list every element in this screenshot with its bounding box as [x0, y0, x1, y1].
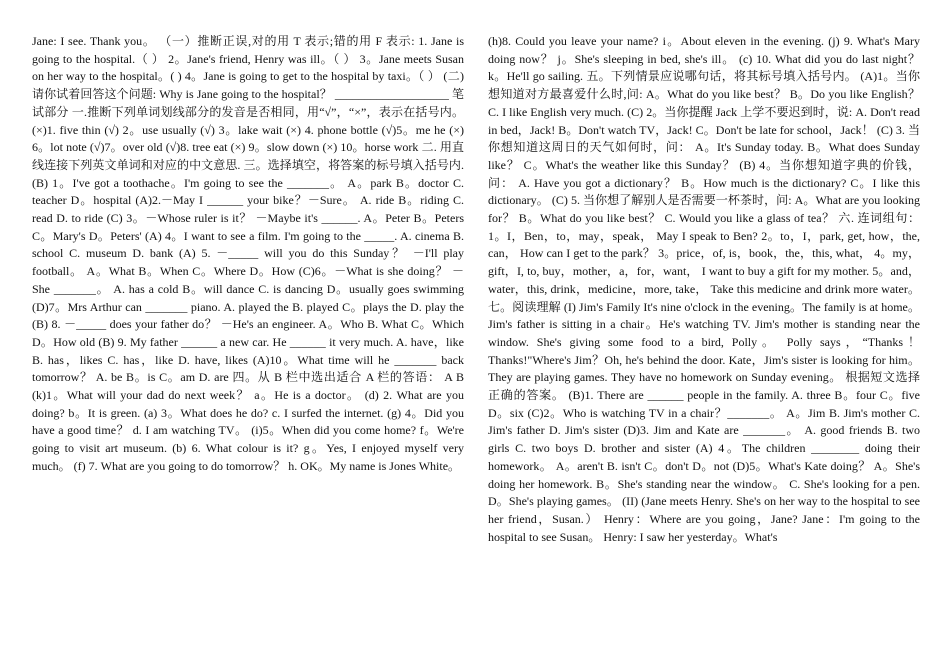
right-column: [488, 33, 920, 546]
left-column-text: Jane: I see. Thank you。 （一）推断正误,对的用 T 表示;错的用 F 表示: 1. Jane is going to the hospital.（ ） 2。Jane's friend, Henry was ill。（ ） 3。Jane meets Susan on her way to the hospital。( ) 4。Jane is going to get to the hospital by taxi。（ ） (二)请你试着回答这个问题: Why is Jane going to the hospital？ ___________________ 笔试部分 一.推断下列单词划线部分的发音是否相同，用“√”，“×”，表示在括号内。 (×)1. five thin (√) 2。use usually (√) 3。lake wait (×) 4. phone bottle (√)5。me he (×) 6。lot note (√)7。over old (√)8. tree eat (×) 9。slow down (×) 10。horse work 二. 用直线连接下列英文单词和对应的中文意思. 三。选择填空，将答案的标号填入括号内. (B) 1。I've got a toothache。I'm going to see the _______。 A。park B。doctor C. teacher D。hospital (A)2.－May I ______ your bike？－Sure。 A. ride B。riding C. read D. to ride (C) 3。－Whose ruler is it？ －Maybe it's ______. A。Peter B。Peters C。Mary's D。Peters' (A) 4。I want to see a film. I'm going to the _____. A. cinema B. school C. museum D. bank (A) 5. －_____ will you do this Sunday？ －I'll play football。 A。What B。When C。Where D。How (C)6。－What is she doing？ －She _______。 A. has a cold B。will dance C. is dancing D。usually goes swimming (D)7。Mrs Arthur can _______ piano. A. played the B. played C。plays the D. play the (B) 8. －_____ does your father do？ －He's an engineer. A。Who B. What C。Which D。How old (B) 9. My father ______ a new car. He ______ it very much. A. have，like B. has，likes C. has，like D. have, likes (A)10。What time will he _______ back tomorrow？ A. be B。is C。am D. are 四。从 B 栏中选出适合 A 栏的答语： A B (k)1。What will your dad do next week？ a。He is a doctor。 (d) 2. What are you doing? b。It is green. (a) 3。What does he do? c. I surfed the internet. (g) 4。Did you have a good time？ d. I am watching TV。 (i)5。When did you come home? f。We're going to visit art museum. (b) 6. What colour is it? g。Yes, I enjoyed myself very much。 (f) 7. What are you going to do tomorrow？ h. OK。My name is Jones White。: [32, 34, 464, 473]
left-column: [32, 33, 464, 476]
right-column-text: (h)8. Could you leave your name? i。About eleven in the evening. (j) 9. What's Mary doing now？ j。She's sleeping in bed, she's ill。 (c) 10. What did you do last night？ k。He'll go sailing. 五。下列情景应说哪句话，将其标号填入括号内。 (A)1。当你想知道对方最喜爱什么时,问: A。What do you like best？ B。Do you like English？ C. I like English very much. (C) 2。当你提醒 Jack 上学不要迟到时，说: A. Don't read in bed，Jack! B。Don't watch TV，Jack! C。Don't be late for school，Jack！ (C) 3. 当你想知道这周日的天气如何时，问： A。It's Sunday today. B。What does Sunday like？ C。What's the weather like this Sunday？ (B) 4。当你想知道字典的价钱，问： A. Have you got a dictionary？ B。How much is the dictionary? C。I like this dictionary。 (C) 5. 当你想了解别人是否需要一杯茶时，问: A。What are you looking for？ B。What do you like best？ C. Would you like a glass of tea？ 六. 连词组句： 1。I，Ben，to，may，speak， May I speak to Ben? 2。to，I，park, get, how，the, can， How can I get to the park？ 3。price，of, is，book，the，this, what， 4。my，gift，I, to, buy，mother，a，for，want， I want to buy a gift for my mother. 5。and，water，this, drink，medicine，more, take， Take this medicine and drink more water。 七。阅读理解 (I) Jim's Family It's nine o'clock in the evening。The family is at home。Jim's father is sitting in a chair。He's watching TV. Jim's mother is standing near the window. She's giving some food to a bird, Polly。 Polly says，“Thanks！ Thanks!"Where's Jim？Oh, he's behind the door. Kate，Jim's sister is looking for him。They are playing games. They have no homework on Sunday evening。 根据短文选择正确的答案。 (B)1. There are ______ people in the family. A. three B。four C。five D。six (C)2。Who is watching TV in a chair？_______。 A。Jim B. Jim's mother C. Jim's father D. Jim's sister (D)3. Jim and Kate are _______。 A. good friends B. two girls C. two boys D. brother and sister (A) 4。The children ________ doing their homework。 A。aren't B. isn't C。don't D。not (D)5。What's Kate doing？ A。She's doing her homework. B。She's standing near the window。 C. She's looking for a pen. D。She's playing games。 (II) (Jane meets Henry. She's on her way to the hospital to see her friend，Susan.） Henry：Where are you going，Jane? Jane：I'm going to the hospital to see Susan。 Henry: I saw her yesterday。What's: [488, 34, 920, 544]
